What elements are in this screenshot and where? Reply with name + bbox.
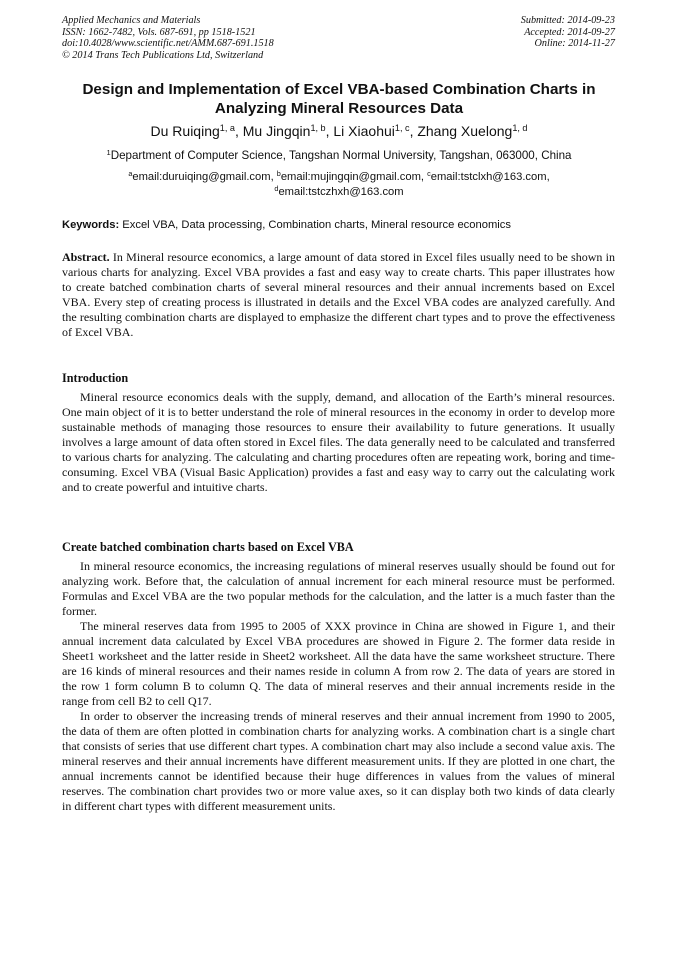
section-heading: Create batched combination charts based on Excel VBA: [62, 540, 354, 554]
dates-header: [521, 15, 615, 50]
email-b: email:mujingqin@gmail.com,: [280, 171, 428, 183]
combination-charts-section: [62, 540, 615, 814]
issn-line: ISSN: 1662-7482, Vols. 687-691, pp 1518-1521: [62, 26, 256, 38]
copyright-line: © 2014 Trans Tech Publications Ltd, Switzerland: [62, 49, 264, 61]
paragraph: Mineral resource economics deals with the supply, demand, and allocation of the Earth’s mineral resources. One main object of it is to better understand the role of mineral resources in the economy in order to develop more sustainable methods of managing those resources to ensure their availability to future generations. It usually involves a large amount of data often stored in Excel files. The data generally need to be calculated and transferred to various charts for analyzing. The calculating and charting procedures often are repeating work, boring and time-consuming. Excel VBA (Visual Basic Application) provides a fast and easy way to carry out the calculating work and to create powerful and intuitive charts.: [62, 390, 615, 494]
journal-name: Applied Mechanics and Materials: [62, 15, 201, 26]
keywords-label: Keywords:: [62, 219, 120, 231]
paragraph: In mineral resource economics, the increasing regulations of mineral reserves usually should be found out for analyzing work. Before that, the calculation of annual increment for each mineral resource must be performed. Formulas and Excel VBA are the two popular methods for the calculation, and the latter is a much faster than the former.: [62, 559, 615, 618]
paper-title: [40, 80, 638, 118]
author: Du Ruiqing$^{1, a}$,: [150, 123, 243, 139]
paragraph: In order to observer the increasing trends of mineral reserves and their annual increment from 1990 to 2005, the data of them are often plotted in combination charts for analyzing works. A combination chart is a single chart that consists of series that use different chart types. A combination chart may also include a second value axis. The mineral reserves and their annual increments have different measurement units. If they are plotted in one chart, the annual increments cannot be identified because their huge differences in values from the values of mineral reserves. The combination chart provides two or more value axes, so it can display both two kinds of data clearly in different chart types with different measurement units.: [62, 709, 615, 813]
title-line-2: Analyzing Mineral Resources Data: [214, 100, 464, 117]
online-date: Online: 2014-11-27: [534, 38, 615, 50]
abstract-text: In Mineral resource economics, a large amount of data stored in Excel files usually need to be shown in various charts for analyzing. Excel VBA provides a fast and easy way to create charts. This paper illustrates how to create batched combination charts of several mineral resources and their annual increments based on Excel VBA. Every step of creating process is illustrated in details and the Excel VBA codes are analyzed carefully. And the resulting combination charts are displayed to emphasize the different chart types and to prove the effectiveness of Excel VBA.: [62, 250, 615, 339]
email-a: email:duruiqing@gmail.com,: [132, 171, 277, 183]
email-c: email:tstclxh@163.com,: [430, 171, 550, 183]
abstract-label: Abstract.: [62, 250, 110, 264]
abstract: [62, 250, 615, 340]
journal-header: [62, 15, 274, 61]
submitted-date: Submitted: 2014-09-23: [520, 15, 615, 26]
section-heading: Introduction: [62, 371, 129, 385]
paragraph: The mineral reserves data from 1995 to 2005 of XXX province in China are showed in Figure 1, and their annual increment data calculated by Excel VBA procedures are showed in Figure 2. The former data reside in Sheet1 worksheet and the latter reside in Sheet2 worksheet. All the data have the same worksheet structure. There are 16 kinds of mineral resources and their names reside in column A from row 2. The data of years are stored in the row 1 form column B to column Q. The data of mineral reserves and their annual increments reside in the range from cell B2 to cell Q17.: [62, 619, 615, 708]
author: Li Xiaohui$^{1, c}$,: [333, 123, 418, 139]
introduction-section: [62, 371, 615, 495]
title-line-1: Design and Implementation of Excel VBA-based Combination Charts in: [82, 81, 596, 98]
affiliation: $^1$Department of Computer Science, Tangshan Normal University, Tangshan, 063000, China: [106, 147, 572, 162]
author-list: [40, 122, 638, 140]
accepted-date: Accepted: 2014-09-27: [524, 26, 615, 38]
author-emails: $^a$email:duruiqing@gmail.com, $^b$email:mujingqin@gmail.com, $^c$email:tstclxh@163.com, $^d$email:tstczhxh@163.com: [128, 169, 550, 198]
email-d: email:tstczhxh@163.com: [278, 186, 404, 198]
author: Mu Jingqin$^{1, b}$,: [242, 123, 334, 139]
keywords-text: Excel VBA, Data processing, Combination charts, Mineral resource economics: [119, 219, 511, 231]
doi-line: doi:10.4028/www.scientific.net/AMM.687-691.1518: [62, 38, 274, 50]
author: Zhang Xuelong$^{1, d}$: [417, 123, 528, 139]
keywords: [62, 218, 617, 233]
